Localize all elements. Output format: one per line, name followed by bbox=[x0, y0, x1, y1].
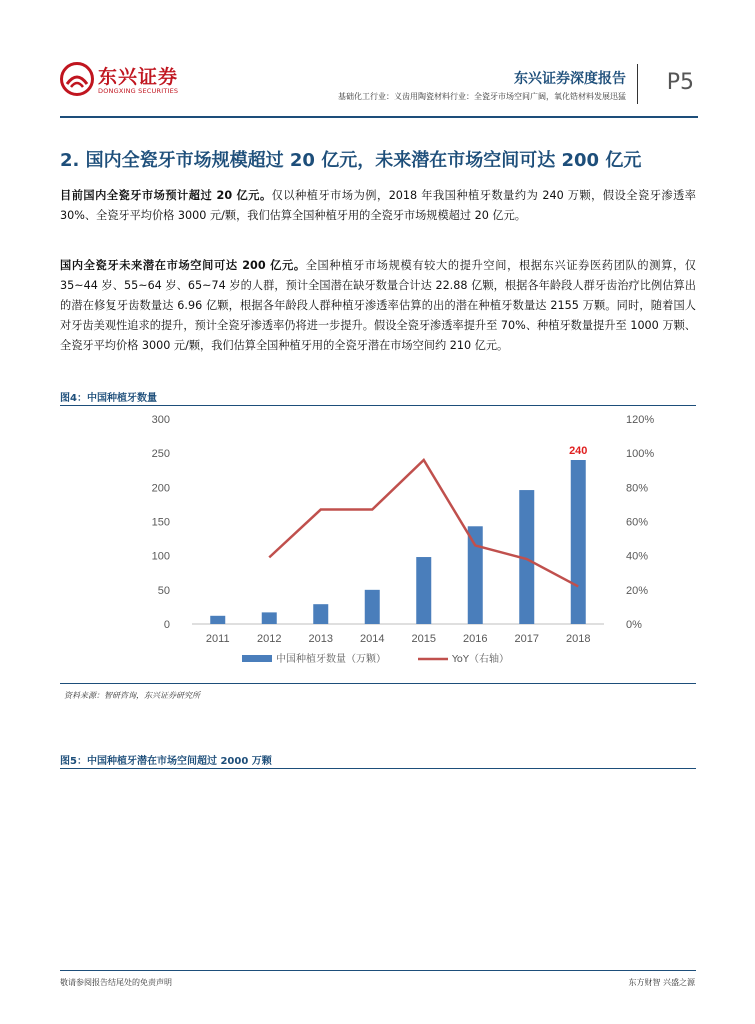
dongxing-logo-icon bbox=[60, 62, 94, 96]
left-axis-tick-label: 300 bbox=[151, 414, 170, 426]
paragraph-2 bbox=[60, 256, 696, 356]
page-number: P5 bbox=[666, 70, 694, 95]
paragraph-2-body: 全国种植牙市场规模有较大的提升空间，根据东兴证券医药团队的测算，仅 35~44 岁、55~64 岁、65~74 岁的人群，预计全国潜在缺牙数量合计达 22.88 亿颗，根据各年龄段人群牙齿治疗比例估算出的潜在修复牙齿数量达 6.96 亿颗，根据各年龄段人群种植牙渗透率估算的出的潜在种植牙数量达 2155 万颗。同时，随着国人对牙齿美观性追求的提升，预计全瓷牙渗透率仍将进一步提升。假设全瓷牙渗透率提升至 70%、种植牙数量提升至 1000 万颗、全瓷牙平均价格 3000 元/颗，我们估算全国种植牙用的全瓷牙潜在市场空间约 210 亿元。 bbox=[60, 259, 696, 352]
right-axis-tick-label: 40% bbox=[626, 550, 649, 563]
right-axis-tick-label: 0% bbox=[626, 619, 642, 631]
data-label-2018: 240 bbox=[569, 445, 588, 457]
paragraph-1-lead: 目前国内全瓷牙市场预计超过 20 亿元。 bbox=[60, 189, 272, 202]
x-axis-tick-label: 2018 bbox=[566, 633, 591, 645]
company-logo bbox=[60, 60, 230, 104]
figure-4-label: 图4：中国种植牙数量 bbox=[60, 393, 157, 404]
report-title: 东兴证券深度报告 bbox=[514, 71, 626, 87]
paragraph-1-body: 仅以种植牙市场为例，2018 年我国种植牙数量约为 240 万颗，假设全瓷牙渗透率 30%、全瓷牙平均价格 3000 元/颗，我们估算全国种植牙用的全瓷牙市场规模超过 20 亿元。 bbox=[60, 189, 696, 222]
figure-4-bottom-rule bbox=[60, 683, 696, 684]
logo-text-cn: 东兴证券 bbox=[98, 66, 179, 88]
left-axis-tick-label: 200 bbox=[151, 482, 170, 495]
report-subtitle: 基础化工行业：义齿用陶瓷材料行业：全瓷牙市场空间广阔，氧化锆材料发展迅猛 bbox=[338, 92, 626, 101]
x-axis-tick-label: 2017 bbox=[514, 633, 539, 645]
legend-line-label: YoY（右轴） bbox=[452, 654, 510, 665]
x-axis-tick-label: 2012 bbox=[257, 633, 282, 645]
bar-2015 bbox=[416, 557, 431, 624]
bar-2014 bbox=[365, 590, 380, 624]
header-divider bbox=[637, 64, 638, 104]
logo-text-en: DONGXING SECURITIES bbox=[98, 87, 179, 95]
bar-2013 bbox=[313, 604, 328, 624]
section-title: 2. 国内全瓷牙市场规模超过 20 亿元，未来潜在市场空间可达 200 亿元 bbox=[60, 150, 642, 171]
right-axis-tick-label: 20% bbox=[626, 584, 649, 597]
header-rule bbox=[60, 116, 698, 118]
left-axis-tick-label: 0 bbox=[163, 619, 170, 631]
implant-count-chart bbox=[60, 406, 696, 682]
figure-5-top-rule bbox=[60, 768, 696, 769]
legend-bar-swatch bbox=[242, 655, 272, 662]
left-axis-tick-label: 150 bbox=[151, 516, 170, 529]
footer-rule bbox=[60, 970, 696, 971]
paragraph-2-lead: 国内全瓷牙未来潜在市场空间可达 200 亿元。 bbox=[60, 259, 306, 272]
footer-disclaimer: 敬请参阅报告结尾处的免责声明 bbox=[60, 978, 172, 987]
right-axis-tick-label: 80% bbox=[626, 482, 649, 495]
x-axis-tick-label: 2013 bbox=[308, 633, 333, 645]
paragraph-1 bbox=[60, 186, 696, 226]
x-axis-tick-label: 2015 bbox=[411, 633, 436, 645]
bar-2011 bbox=[210, 616, 225, 624]
left-axis-tick-label: 250 bbox=[151, 448, 170, 461]
figure-5-label: 图5：中国种植牙潜在市场空间超过 2000 万颗 bbox=[60, 756, 272, 767]
left-axis-tick-label: 50 bbox=[157, 584, 170, 597]
x-axis-tick-label: 2011 bbox=[205, 633, 230, 645]
left-axis-tick-label: 100 bbox=[151, 550, 170, 563]
footer-slogan: 东方财智 兴盛之源 bbox=[628, 978, 695, 987]
page-header bbox=[60, 60, 700, 116]
right-axis-tick-label: 120% bbox=[626, 414, 655, 426]
right-axis-tick-label: 100% bbox=[626, 448, 655, 461]
right-axis-tick-label: 60% bbox=[626, 516, 649, 529]
bar-2016 bbox=[468, 526, 483, 624]
bar-2012 bbox=[262, 612, 277, 624]
bar-2018 bbox=[571, 460, 586, 624]
x-axis-tick-label: 2014 bbox=[360, 633, 385, 645]
legend-bar-label: 中国种植牙数量（万颗） bbox=[276, 654, 386, 665]
x-axis-tick-label: 2016 bbox=[463, 633, 488, 645]
figure-4-source: 资料来源：智研咨询，东兴证券研究所 bbox=[64, 691, 200, 700]
